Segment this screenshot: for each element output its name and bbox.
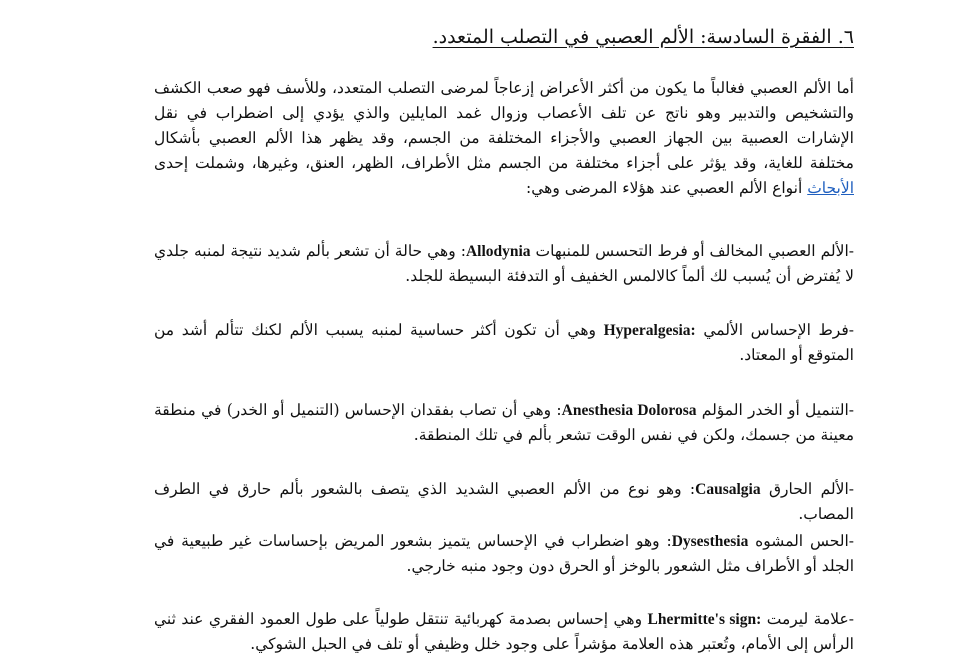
allodynia-paragraph [154,239,854,289]
hyperalgesia-prefix: -فرط الإحساس الألمي [703,321,854,339]
section-title: ٦. الفقرة السادسة: الألم العصبي في التصلب المتعدد. [432,26,854,48]
anesthesia-dolorosa-text: : وهي أن تصاب بفقدان الإحساس (التنميل أو الخدر) في منطقة معينة من جسمك، ولكن في نفس الوقت تشعر بألم في تلك المنطقة. [154,401,854,444]
intro-text-start: أما الألم العصبي فغالباً ما يكون من أكثر الأعراض إزعاجاً لمرضى التصلب المتعدد، وللأسف فهو صعب الكشف والتشخيص والتدبير وهو ناتج عن تلف الأعصاب وزوال غمد المايلين والذي يؤدي إلى اضطراب في نقل الإشارات العصبية بين الجهاز العصبي والأجزاء المختلفة من الجسم، وقد يظهر هذا الألم العصبي بأشكال مختلفة للغاية، وقد يؤثر على أجزاء مختلفة من الجسم مثل الأطراف، الظهر، العنق، وغيرها، وشملت إحدى [154,79,854,172]
lhermitte-sign-prefix: -علامة ليرمت [766,610,854,628]
research-link[interactable]: الأبحاث [807,179,854,197]
lhermitte-sign-text: وهي إحساس بصدمة كهربائية تنتقل طولياً على طول العمود الفقري عند ثني الرأس إلى الأمام، وتُعتبر هذه العلامة مؤشراً على وجود خلل وظيفي أو تلف في الحبل الشوكي. [154,610,854,653]
intro-text-end: أنواع الألم العصبي عند هؤلاء المرضى وهي: [526,179,803,197]
lhermitte-sign-term: Lhermitte's sign: [647,611,762,628]
dysesthesia-paragraph [154,529,854,579]
dysesthesia-prefix: -الحس المشوه [755,532,854,550]
anesthesia-dolorosa-paragraph [154,398,854,448]
lhermitte-sign-paragraph [154,607,854,657]
intro-paragraph [154,76,854,201]
causalgia-term: Causalgia [695,481,761,498]
causalgia-paragraph [154,477,854,527]
allodynia-text: : وهي حالة أن تشعر بألم شديد نتيجة لمنبه جلدي لا يُفترض أن يُسبب لك ألماً كالالمس الخفيف أو التدفئة البسيطة للجلد. [154,242,854,285]
allodynia-prefix: -الألم العصبي المخالف أو فرط التحسس للمنبهات [535,242,854,260]
hyperalgesia-term: Hyperalgesia: [603,322,696,339]
causalgia-text: : وهو نوع من الألم العصبي الشديد الذي يتصف بالشعور بألم حارق في الطرف المصاب. [154,480,854,523]
causalgia-prefix: -الألم الحارق [768,480,855,498]
anesthesia-dolorosa-prefix: -التنميل أو الخدر المؤلم [701,401,855,419]
dysesthesia-text: : وهو اضطراب في الإحساس يتميز بشعور المريض بإحساسات غير طبيعية في الجلد أو الأطراف مثل الشعور بالوخز أو الحرق دون وجود منبه خارجي. [154,532,854,575]
anesthesia-dolorosa-term: Anesthesia Dolorosa [561,402,697,419]
hyperalgesia-text: وهي أن تكون أكثر حساسية لمنبه يسبب الألم لكنك تتألم أشد من المتوقع أو المعتاد. [154,321,854,364]
dysesthesia-term: Dysesthesia [671,533,749,550]
hyperalgesia-paragraph [154,318,854,368]
allodynia-term: Allodynia [465,243,531,260]
